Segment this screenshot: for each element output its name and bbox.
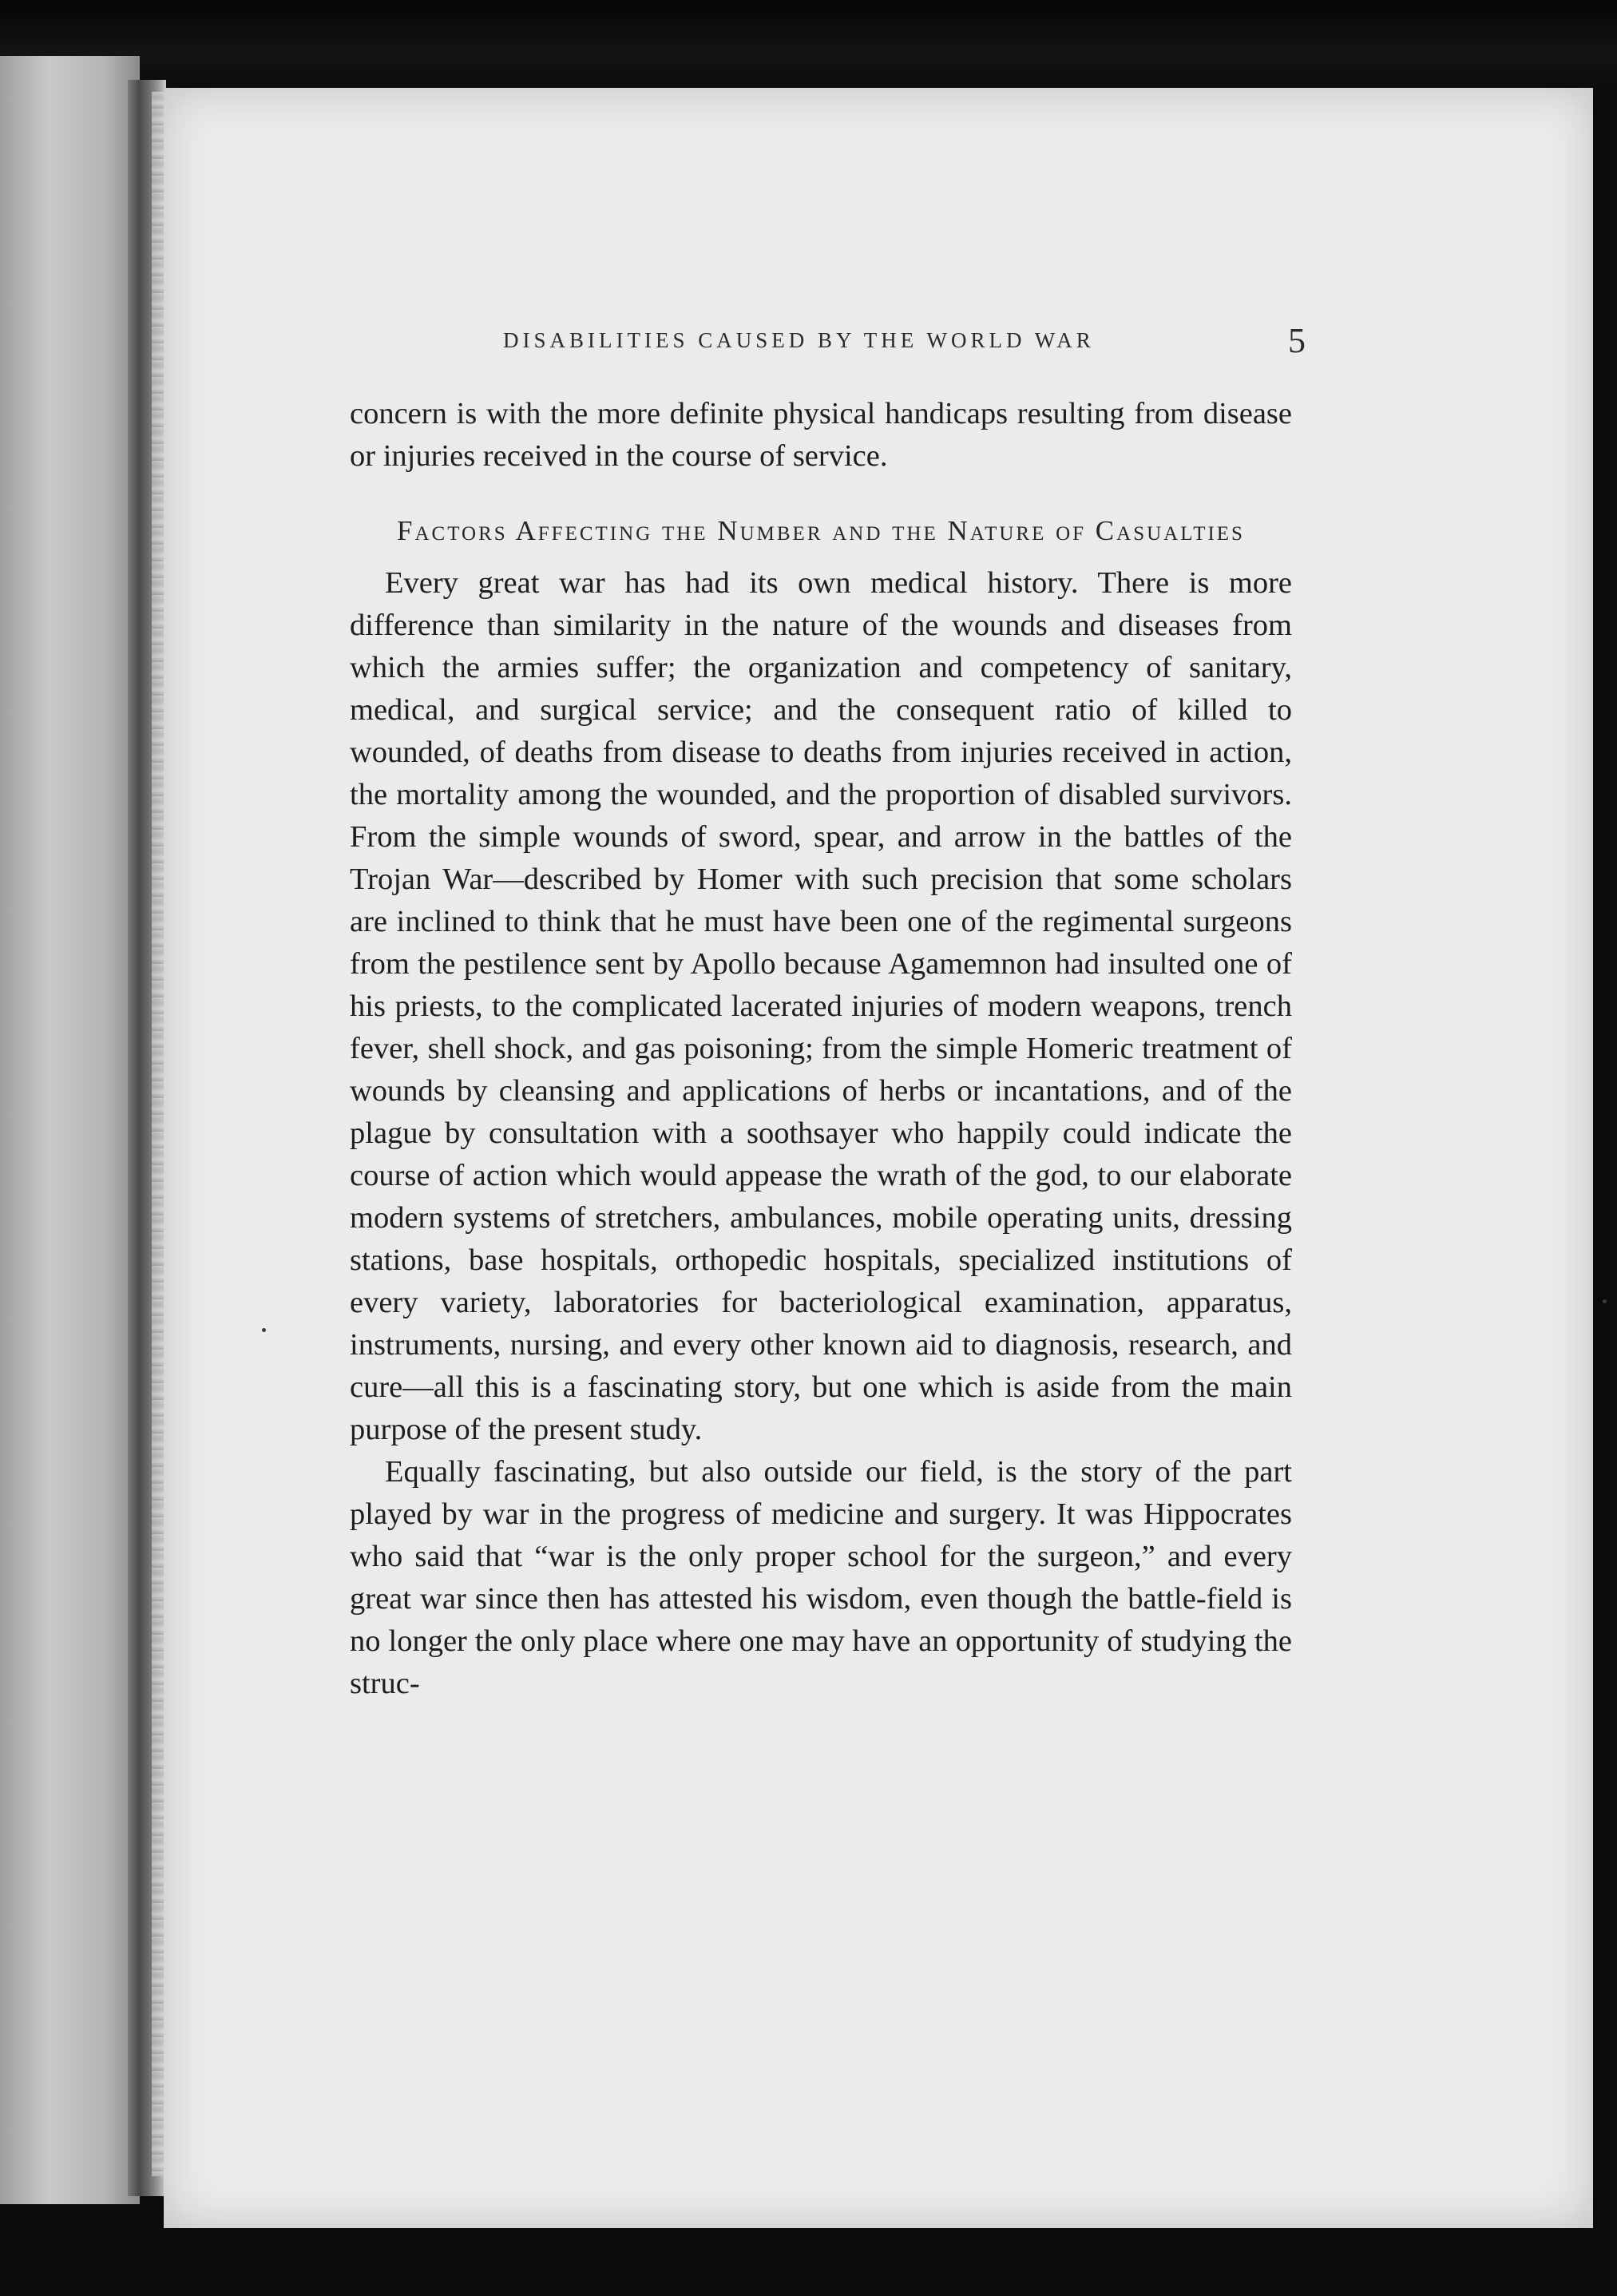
- paragraph-medical-history: Every great war has had its own medical history. There is more difference than similarity in the nature of the wounds and diseases from which the armies suffer; the organization and competency of sanitary, medical, and surgical service; and the consequent ratio of killed to wounded, of deaths from disease to deaths from injuries received in action, the mortality among the wounded, and the proportion of disabled survivors. From the simple wounds of sword, spear, and arrow in the battles of the Trojan War—described by Homer with such precision that some scholars are inclined to think that he must have been one of the regimental surgeons from the pestilence sent by Apollo because Agamemnon had insulted one of his priests, to the complicated lacerated injuries of modern weapons, trench fever, shell shock, and gas poisoning; from the simple Homeric treatment of wounds by cleansing and applications of herbs or incantations, and of the plague by consultation with a soothsayer who happily could indicate the course of action which would appease the wrath of the god, to our elaborate modern systems of stretchers, ambulances, mobile operating units, dressing stations, base hospitals, orthopedic hospitals, specialized institutions of every variety, laboratories for bacteriological examination, apparatus, instruments, nursing, and every other known aid to diagnosis, research, and cure—all this is a fascinating story, but one which is aside from the main purpose of the present study.: [350, 566, 1292, 1446]
- body-text: [350, 393, 1292, 1705]
- running-head-title: DISABILITIES CAUSED BY THE WORLD WAR: [503, 328, 1095, 352]
- running-head: [335, 322, 1306, 362]
- paragraph-war-and-medicine: Equally fascinating, but also outside our field, is the story of the part played by war in the progress of medicine and surgery. It was Hippocrates who said that “war is the only proper school for the surgeon,” and every great war since then has attested his wisdom, even though the battle-field is no longer the only place where one may have an opportunity of studying the struc-: [350, 1455, 1292, 1700]
- scan-speck: [262, 1328, 266, 1332]
- scanner-background: [0, 0, 1617, 88]
- page-number: 5: [1288, 321, 1306, 360]
- continued-paragraph: concern is with the more definite physical handicaps resulting from disease or injuries received in the course of service.: [350, 397, 1292, 473]
- scan-speck: [1603, 1299, 1607, 1303]
- section-heading: Factors Affecting the Number and the Nature of Casualties: [397, 515, 1245, 546]
- facing-page-edge: [0, 56, 140, 2204]
